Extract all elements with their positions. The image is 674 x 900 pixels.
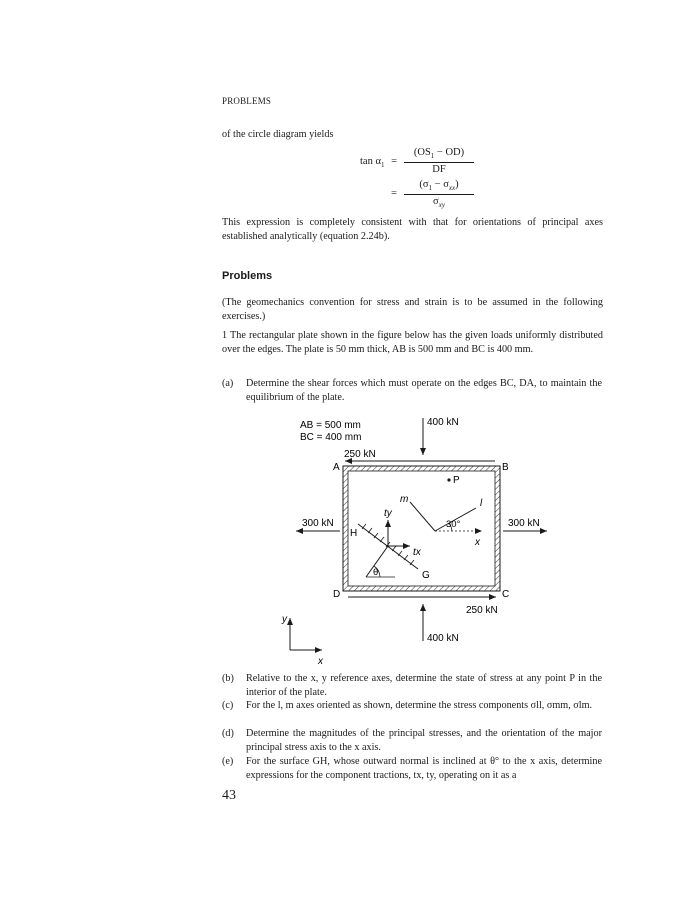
ref-x-label: x <box>318 656 323 667</box>
part-b <box>222 672 603 700</box>
running-header: PROBLEMS <box>222 96 272 106</box>
theta-label: θ <box>373 567 379 578</box>
part-c-text: For the l, m axes oriented as shown, determine the stress components σll, σmm, σlm. <box>246 700 593 711</box>
part-b-label: (b) <box>222 673 234 684</box>
corner-a-label: A <box>333 462 340 473</box>
left-load-label: 300 kN <box>302 518 334 529</box>
equation-numerator-1: $(OS_1 - OD)$ <box>413 147 465 161</box>
part-e <box>222 755 603 783</box>
convention-note: (The geomechanics convention for stress and strain is to be assumed in the following exercises.) <box>222 297 603 322</box>
corner-c-label: C <box>502 589 510 600</box>
part-e-label: (e) <box>222 756 234 767</box>
dimension-bc: BC = 400 mm <box>300 432 362 443</box>
corner-d-label: D <box>333 589 341 600</box>
local-x-label: x <box>475 537 480 548</box>
tx-label: tx <box>413 547 421 558</box>
plate-inner <box>348 471 495 586</box>
part-e-text: For the surface GH, whose outward normal is inclined at θ° to the x axis, determine expressions for the component tractions, tx, ty, operating on it as a <box>246 756 602 781</box>
dimension-ab: AB = 500 mm <box>300 420 361 431</box>
after-equation-paragraph: This expression is completely consistent with that for orientations of principal axes established analytically (equation 2.24b). <box>222 217 603 242</box>
point-h-label: H <box>350 528 358 539</box>
section-heading: Problems <box>222 270 273 282</box>
equation-denominator-2: $\sigma_{xy}$ <box>433 196 445 210</box>
m-axis-label: m <box>400 494 409 505</box>
problem-1-statement: 1 The rectangular plate shown in the figure below has the given loads uniformly distributed over the edges. The plate is 50 mm thick, AB is 500 mm and BC is 400 mm. <box>222 330 603 355</box>
part-d-text: Determine the magnitudes of the principal stresses, and the orientation of the major principal stress axis to the x axis. <box>246 728 602 753</box>
intro-line: of the circle diagram yields <box>222 129 334 140</box>
bottom-load-label: 400 kN <box>427 633 459 644</box>
equation-lhs: $\tan \alpha_1$ = <box>360 156 398 170</box>
part-b-text: Relative to the x, y reference axes, determine the state of stress at any point P in the interior of the plate. <box>246 673 602 698</box>
corner-b-label: B <box>502 462 509 473</box>
equation-equals-2: = <box>391 188 397 199</box>
top-shear-label: 250 kN <box>344 449 376 460</box>
l-axis-label: l <box>480 498 483 509</box>
equation-numerator-2: $(\sigma_1 - \sigma_{xx})$ <box>419 179 459 193</box>
part-c-label: (c) <box>222 700 234 711</box>
point-p-dot <box>447 478 450 481</box>
equation-denominator-1: DF <box>432 164 446 175</box>
page-number: 43 <box>222 788 236 803</box>
part-a-label: (a) <box>222 378 234 389</box>
part-c <box>222 699 603 727</box>
right-load-label: 300 kN <box>508 518 540 529</box>
angle-30-label: 30° <box>446 519 461 530</box>
ref-y-label: y <box>282 614 287 625</box>
point-p-label: P <box>453 475 460 486</box>
top-load-label: 400 kN <box>427 417 459 428</box>
point-g-label: G <box>422 570 430 581</box>
part-d <box>222 727 603 755</box>
part-a-text: Determine the shear forces which must operate on the edges BC, DA, to maintain the equilibrium of the plate. <box>246 378 602 403</box>
ty-label: ty <box>384 508 392 519</box>
bottom-shear-label: 250 kN <box>466 605 498 616</box>
part-d-label: (d) <box>222 728 234 739</box>
